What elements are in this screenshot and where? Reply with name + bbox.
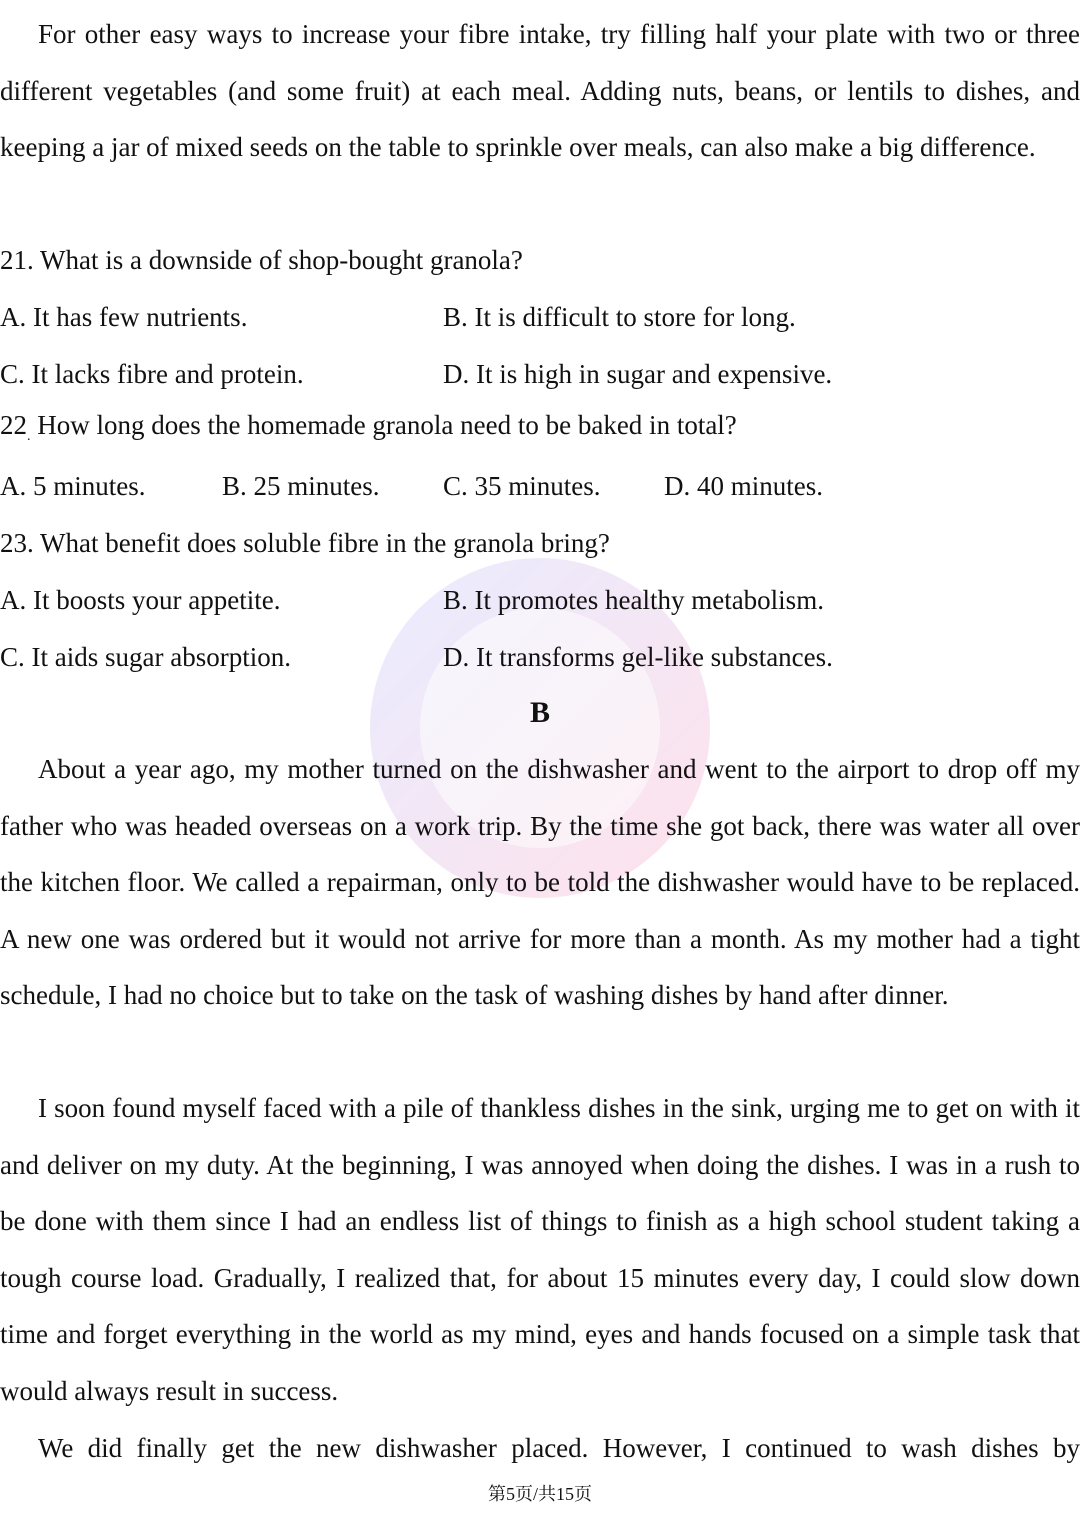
question-21-option-d: D. It is high in sugar and expensive. — [443, 359, 833, 389]
page-footer: 第5页/共15页 — [487, 1484, 592, 1504]
question-21-stem: 21. What is a downside of shop-bought granola? — [0, 245, 523, 275]
question-23-option-d: D. It transforms gel-like substances. — [443, 642, 833, 672]
question-23-option-b: B. It promotes healthy metabolism. — [443, 585, 824, 615]
question-22-option-d: D. 40 minutes. — [664, 471, 823, 501]
section-heading: B — [529, 696, 550, 729]
question-23-option-a: A. It boosts your appetite. — [0, 585, 281, 615]
passage-b-paragraph-1: About a year ago, my mother turned on the dishwasher and went to the airport to drop off my father who was headed overseas on a work trip. By the time she got back, there was water all over the kitchen floor. We called a repairman, only to be told the dishwasher would have to be replaced. A new one was ordered but it would not arrive for more than a month. As my mother had a tight schedule, I had no choice but to take on the task of washing dishes by hand after dinner. — [0, 754, 1080, 1011]
passage-b-paragraph-3: We did finally get the new dishwasher placed. However, I continued to wash dishes by — [38, 1433, 1080, 1463]
question-21-option-c: C. It lacks fibre and protein. — [0, 359, 304, 389]
question-22-dot: . — [27, 429, 31, 444]
question-23-stem: 23. What benefit does soluble fibre in the granola bring? — [0, 528, 610, 558]
question-23-option-c: C. It aids sugar absorption. — [0, 642, 291, 672]
question-21-option-b: B. It is difficult to store for long. — [443, 302, 796, 332]
question-22-option-b: B. 25 minutes. — [222, 471, 380, 501]
passage-b-paragraph-2: I soon found myself faced with a pile of thankless dishes in the sink, urging me to get on with it and deliver on my duty. At the beginning, I was annoyed when doing the dishes. I was in a rush to be done with them since I had an endless list of things to finish as a high school student taking a tough course load. Gradually, I realized that, for about 15 minutes every day, I could slow down time and forget everything in the world as my mind, eyes and hands focused on a simple task that would always result in success. — [0, 1093, 1080, 1406]
question-22-option-c: C. 35 minutes. — [443, 471, 601, 501]
passage-a-final-paragraph: For other easy ways to increase your fibre intake, try filling half your plate with two or three different vegetables (and some fruit) at each meal. Adding nuts, beans, or lentils to dishes, and keeping a jar of mixed seeds on the table to sprinkle over meals, can also make a big difference. — [0, 19, 1080, 163]
question-22-text: How long does the homemade granola need to be baked in total? — [37, 410, 737, 440]
question-21-option-a: A. It has few nutrients. — [0, 302, 248, 332]
question-22-option-a: A. 5 minutes. — [0, 471, 146, 501]
question-22-number: 22 — [0, 410, 27, 440]
question-22-stem — [0, 409, 737, 453]
